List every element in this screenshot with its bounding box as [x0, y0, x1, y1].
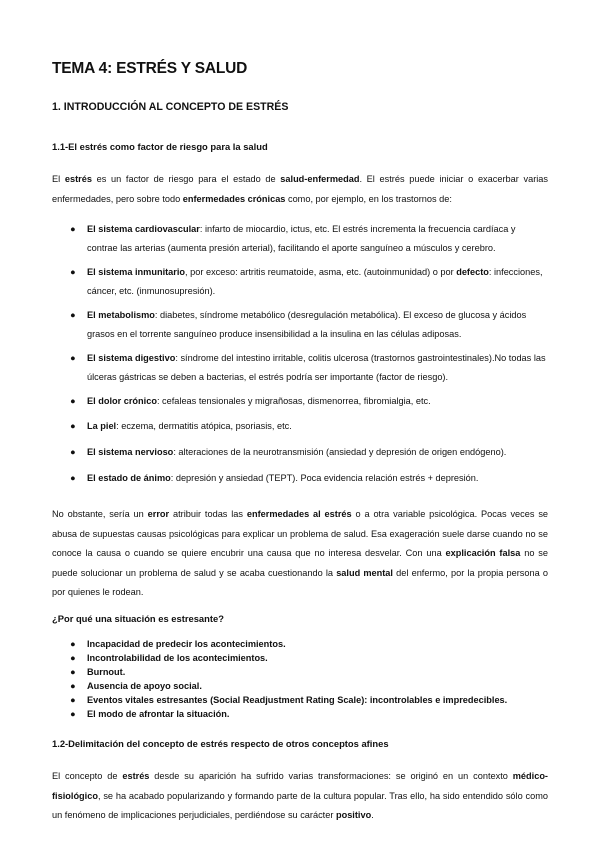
body-paragraph: El concepto de estrés desde su aparición ha sufrido varias transformaciones: se originó en un contexto médico-fisiológico, se ha acabado popularizando y formando parte de la cultura popular. Tras ello, ha sido entendido sólo como un fenómeno de implicaciones perjudiciales, perdiéndose su carácter positivo.: [52, 771, 548, 820]
bullet-icon: ●: [70, 695, 76, 705]
bullet-icon: ●: [70, 396, 76, 406]
list-item: ● Incontrolabilidad de los acontecimientos.: [70, 651, 268, 666]
bullet-icon: ●: [70, 473, 76, 483]
section-heading: 1. INTRODUCCIÓN AL CONCEPTO DE ESTRÉS: [52, 101, 289, 113]
intro-paragraph: El estrés es un factor de riesgo para el estado de salud-enfermedad. El estrés puede iniciar o exacerbar varias enfermedades, pero sobre todo enfermedades crónicas como, por ejemplo, en los trastornos de:: [52, 174, 548, 204]
subsection-heading: 1.2-Delimitación del concepto de estrés respecto de otros conceptos afines: [52, 738, 389, 749]
bullet-icon: ●: [70, 653, 76, 663]
bullet-icon: ●: [70, 267, 76, 277]
subsection-heading: 1.1-El estrés como factor de riesgo para la salud: [52, 141, 268, 152]
bullet-icon: ●: [70, 310, 76, 320]
bullet-icon: ●: [70, 681, 76, 691]
bullet-icon: ●: [70, 421, 76, 431]
list-item: ● Burnout.: [70, 665, 125, 680]
bullet-icon: ●: [70, 709, 76, 719]
bullet-icon: ●: [70, 224, 76, 234]
bullet-icon: ●: [70, 447, 76, 457]
body-paragraph: No obstante, sería un error atribuir todas las enfermedades al estrés o a otra variable psicológica. Pocas veces se abusa de supuestas causas psicológicas para explicar un problema de salud. Esa exageración suele darse cuando no se conoce la causa o cuando se quiere encubrir una causa que no interesa desvelar. Con una explicación falsa no se puede solucionar un problema de salud y se acaba cuestionando la salud mental del enfermo, por la propia persona o por quienes le rodean.: [52, 509, 549, 597]
bullet-icon: ●: [70, 667, 76, 677]
list-item: ● Ausencia de apoyo social.: [70, 679, 202, 694]
list-item: ● Incapacidad de predecir los acontecimientos.: [70, 637, 286, 652]
question-heading: ¿Por qué una situación es estresante?: [52, 613, 224, 624]
list-item: ● Eventos vitales estresantes (Social Readjustment Rating Scale): incontrolables e impredecibles.: [70, 693, 507, 708]
page-title: TEMA 4: ESTRÉS Y SALUD: [52, 60, 248, 77]
list-item: ● El modo de afrontar la situación.: [70, 707, 229, 722]
bullet-icon: ●: [70, 639, 76, 649]
bullet-icon: ●: [70, 353, 76, 363]
document-page: TEMA 4: ESTRÉS Y SALUD 1. INTRODUCCIÓN AL CONCEPTO DE ESTRÉS 1.1-El estrés como factor de riesgo para la salud El estrés es un factor de riesgo para el estado de salud-enfermedad. El estrés puede iniciar o exacerbar varias enfermedades, pero sobre todo enfermedades crónicas como, por ejemplo, en los trastornos de: ● El sistema cardiovascular: infarto de miocardio, ictus, etc. El estrés incrementa la frecuencia cardíaca y contrae las arterias (aumenta presión arterial), facilitando el aporte sanguíneo a músculos y cerebro. ● El sistema inmunitario, por exceso: artritis reumatoide, asma, etc. (autoinmunidad) o por defecto: infecciones, cáncer, etc. (inmunosupresión). ● El metabolismo: diabetes, síndrome metabólico (desregulación metabólica). El exceso de glucosa y ácidos grasos en el torrente sanguíneo produce insensibilidad a la insulina en las células adiposas. ● El sistema digestivo: síndrome del intestino irritable, colitis ulcerosa (trastornos gastrointestinales).No todas las úlceras gástricas se deben a bacterias, el estrés podría ser importante (factor de riesgo). ● El dolor crónico: cefaleas tensionales y migrañosas, dismenorrea, fibromialgia, etc. ● La piel: eczema, dermatitis atópica, psoriasis, etc. ● El sistema nervioso: alteraciones de la neurotransmisión (ansiedad y depresión de origen endógeno). ● El estado de ánimo: depresión y ansiedad (TEPT). Poca evidencia relación estrés + depresión. No obstante, sería un error atribuir todas las enfermedades al estrés o a otra variable psicológica. Pocas veces se abusa de supuestas causas psicológicas para explicar un problema de salud. Esa exageración suele darse cuando no se conoce la causa o cuando se quiere encubrir una causa que no interesa desvelar. Con una explicación falsa no se puede solucionar un problema de salud y se acaba cuestionando la salud mental del enfermo, por la propia persona o por quienes le rodean. ¿Por qué una situación es estresante? ● Incapacidad de predecir los acontecimientos. ● Incontrolabilidad de los acontecimientos. ● Burnout. ● Ausencia de apoyo social. ● Eventos vitales estresantes (Social Readjustment Rating Scale): incontrolables e impredecibles. ● El modo de afrontar la situación. 1.2-Delimitación del concepto de estrés respecto de otros conceptos afines El concepto de estrés desde su aparición ha sufrido varias transformaciones: se originó en un contexto médico-fisiológico, se ha acabado popularizando y formando parte de la cultura popular. Tras ello, ha sido entendido sólo como un fenómeno de implicaciones perjudiciales, perdiéndose su carácter positivo.: [0, 0, 600, 848]
